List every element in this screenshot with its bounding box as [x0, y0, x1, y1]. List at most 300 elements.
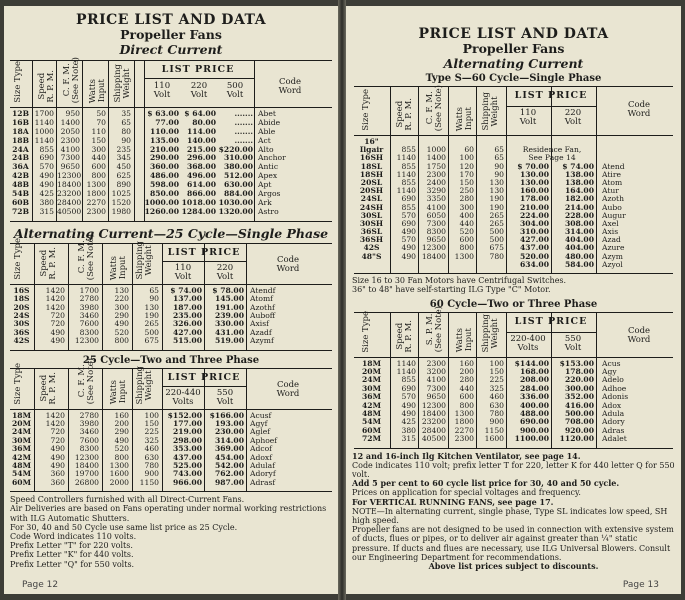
table-cell: 855 [39, 144, 54, 154]
table-cell: 2400 [426, 177, 446, 187]
table-cell: 290 [114, 427, 129, 437]
table-cell: 490 [401, 227, 416, 237]
table-cell: 400 [459, 210, 474, 220]
table-cell: Augur [602, 210, 626, 220]
table-cell: 404.00 [564, 235, 594, 245]
table-cell: Apt [258, 180, 272, 190]
left-page-title: PRICE LIST AND DATA [75, 12, 267, 28]
table-cell: 214.00 [564, 202, 594, 212]
table-cell: 520.00 [519, 251, 549, 261]
table-cell: 7300 [60, 153, 80, 163]
table-cell: 120 [459, 161, 474, 171]
table-cell: 9650 [426, 235, 446, 245]
table-cell: 265 [489, 210, 504, 220]
table-cell: 48B [12, 180, 29, 190]
table-cell: 138.00 [564, 169, 594, 179]
table-cell: 336.00 [519, 392, 549, 402]
col-header: Code Word [627, 325, 651, 345]
table-cell: Aglef [250, 427, 271, 437]
table-cell: 490 [401, 243, 416, 253]
col-header: C. F. M. (See Note) [77, 358, 96, 405]
table-cell: 490 [114, 435, 129, 445]
table-cell: 30M [362, 383, 381, 393]
col-header: Speed R. P. M. [395, 98, 414, 131]
table-cell: 360 [50, 469, 65, 479]
col-header: 220 Volt [190, 81, 208, 100]
table-cell: 290 [114, 310, 129, 320]
table-cell: 1284.00 [181, 206, 216, 216]
table-cell: 70 [96, 117, 106, 127]
note-line: NOTE—In alternating current, single phase, Type SL indicates low speed, SH high speed. [352, 506, 668, 526]
table-cell: 3460 [79, 310, 99, 320]
table-cell: Azym [602, 251, 623, 261]
table-cell: 855 [401, 145, 416, 155]
table-cell: 800 [459, 400, 474, 410]
table-cell: 600 [459, 392, 474, 402]
table-cell: 18A [12, 126, 29, 136]
table-cell: 42S [363, 243, 380, 253]
col-header: Size Type [361, 310, 371, 353]
table-cell: 1420 [45, 285, 65, 295]
table-cell: Adula [602, 408, 625, 418]
table-cell: 314.00 [564, 227, 594, 237]
table-cell: 440 [459, 383, 474, 393]
book-gutter [338, 0, 346, 600]
table-cell: 23200 [421, 417, 446, 427]
table-cell: 1140 [34, 117, 54, 127]
ac60-three-table [354, 306, 673, 449]
table-cell: 150 [489, 366, 504, 376]
table-cell: 298.00 [172, 435, 202, 445]
note-line: For VERTICAL RUNNING FANS, see page 17. [352, 496, 554, 507]
table-cell: 900 [489, 417, 504, 427]
ac60-three-heading: 60 Cycle—Two or Three Phase [429, 298, 598, 310]
table-cell: 60M [362, 425, 381, 435]
table-cell: 1700 [79, 285, 99, 295]
note-line: Add 5 per cent to 60 cycle list price for 30, 40 and 50 cycle. [352, 478, 620, 489]
col-header: Watts Input [109, 255, 128, 280]
table-cell: 90 [494, 161, 504, 171]
table-cell: 1018.00 [181, 197, 216, 207]
table-cell: 360 [50, 477, 65, 487]
table-cell: 42M [12, 452, 31, 462]
table-cell: Acus [602, 358, 621, 368]
table-cell: Atom [602, 177, 623, 187]
table-cell: 80 [121, 126, 131, 136]
table-cell: 2300 [426, 358, 446, 368]
note-line: Speed Controllers furnished with all Direct-Current Fans. [10, 495, 245, 505]
table-cell: 2000 [109, 477, 129, 487]
table-cell: 884.00 [223, 189, 253, 199]
col-header: Watts Input [88, 78, 107, 103]
table-cell: 2300 [454, 434, 474, 444]
table-cell: 9650 [60, 162, 80, 172]
table-cell: Astro [258, 206, 279, 216]
table-cell: 36M [12, 444, 31, 454]
table-cell: 1320.00 [218, 206, 253, 216]
table-cell: 525.00 [172, 460, 202, 470]
table-cell: 12300 [74, 452, 99, 462]
table-cell: 160.00 [519, 186, 549, 196]
table-cell: 800 [459, 243, 474, 253]
table-cell: 2300 [60, 135, 80, 145]
table-cell: 486.00 [149, 171, 179, 181]
note-line: 12 and 16-inch Ilg Kitchen Ventilator, see page 14. [352, 450, 581, 461]
table-cell: 224.00 [519, 210, 549, 220]
table-cell: 9650 [426, 392, 446, 402]
table-cell: ....... [234, 117, 253, 127]
table-cell: 8300 [79, 327, 99, 337]
table-cell: 584.00 [564, 259, 594, 269]
table-cell: 18B [12, 135, 29, 145]
table-cell: 2050 [60, 126, 80, 136]
table-cell: Adcof [250, 444, 272, 454]
col-header: Speed R. P. M. [39, 247, 58, 280]
table-cell: 500 [489, 235, 504, 245]
table-row [10, 479, 332, 487]
table-cell: ....... [234, 126, 253, 136]
table-cell: 19700 [74, 469, 99, 479]
table-cell: 3200 [426, 366, 446, 376]
list-price-header: LIST PRICE [167, 246, 241, 258]
table-cell: See Page 14 [528, 153, 576, 163]
col-header: Shipping Weight [135, 241, 154, 280]
table-cell: 437.00 [172, 452, 202, 462]
right-page [346, 6, 681, 594]
table-cell: 40500 [421, 434, 446, 444]
col-header: 550 Volt [564, 333, 582, 353]
left-notes [10, 495, 332, 569]
table-cell: 28400 [421, 425, 446, 435]
table-cell: 138.00 [564, 177, 594, 187]
ac25-three-heading: 25 Cycle—Two and Three Phase [82, 354, 260, 366]
table-cell: 490 [50, 452, 65, 462]
table-cell: 60B [12, 197, 29, 207]
table-cell: 598.00 [149, 180, 179, 190]
list-price-header: LIST PRICE [514, 90, 588, 101]
table-cell: 3980 [79, 418, 99, 428]
col-header: Shipping Weight [135, 366, 154, 405]
table-cell: 182.00 [564, 194, 594, 204]
table-cell: 18M [12, 410, 31, 420]
table-cell: 1300 [454, 408, 474, 418]
table-cell: 30M [12, 435, 31, 445]
table-cell: 20SH [359, 186, 384, 196]
table-cell: 600 [459, 235, 474, 245]
table-cell: 24SH [359, 202, 384, 212]
note-line: Air Deliveries are based on Fans operating under normal working restrictions with ILG Automatic Shutters. [10, 504, 327, 523]
table-cell: 210.00 [519, 202, 549, 212]
table-cell: 220 [114, 294, 129, 304]
table-body [354, 358, 673, 448]
table-cell: 90 [121, 135, 131, 145]
table-cell: 190 [144, 310, 159, 320]
right-page-title: PRICE LIST AND DATA [418, 26, 609, 42]
table-cell: 164.00 [564, 186, 594, 196]
table-cell: 210.00 [149, 144, 179, 154]
right-page-subtitle: Propeller Fans [462, 41, 565, 56]
table-cell: 490 [50, 460, 65, 470]
note-line: Size 16 to 30 Fan Motors have Centrifugal Switches. [352, 276, 567, 286]
table-cell: 512.00 [223, 171, 253, 181]
note-line: Prefix Letter "T" for 220 volts. [10, 541, 133, 551]
table-cell: 1140 [396, 169, 416, 179]
table-cell: 65 [494, 153, 504, 163]
table-cell: 40500 [57, 206, 82, 216]
table-cell: 450 [116, 162, 131, 172]
table-cell: 720 [50, 435, 65, 445]
table-body [10, 285, 332, 350]
col-header: 110 Volt [153, 81, 171, 100]
table-cell: 8300 [426, 227, 446, 237]
table-cell: 404.00 [564, 243, 594, 253]
table-cell: 1150 [484, 425, 504, 435]
table-cell: 1140 [396, 153, 416, 163]
table-header [354, 84, 673, 136]
table-cell: 4100 [426, 375, 446, 385]
table-cell: 42M [362, 400, 381, 410]
table-cell: 90 [494, 169, 504, 179]
table-cell: 708.00 [564, 417, 594, 427]
table-cell: 427.00 [172, 327, 202, 337]
table-cell: 80.00 [192, 117, 216, 127]
table-cell: 855 [401, 202, 416, 212]
table-cell: 284.00 [519, 383, 549, 393]
table-cell: 800 [91, 171, 106, 181]
col-header: 500 Volt [226, 81, 244, 100]
table-cell: 1120.00 [559, 434, 594, 444]
table-cell: 200 [114, 418, 129, 428]
table-cell: 100 [489, 358, 504, 368]
table-cell: 480.00 [564, 251, 594, 261]
col-header: Size Type [13, 238, 23, 280]
col-header: C. F. M. (See Note) [425, 84, 444, 131]
table-cell: 220.00 [564, 375, 594, 385]
table-cell: 2270 [454, 425, 474, 435]
table-cell: 30SL [360, 210, 383, 220]
table-cell: 427.00 [519, 235, 549, 245]
table-cell: ....... [234, 135, 253, 145]
table-cell: 630 [144, 452, 159, 462]
table-cell: 12300 [74, 336, 99, 346]
table-cell: 500 [144, 327, 159, 337]
table-cell: 1030.00 [218, 197, 253, 207]
table-cell: Axisf [250, 319, 269, 329]
table-cell: 490 [114, 319, 129, 329]
table-cell: Adalet [602, 434, 627, 444]
table-cell: 219.00 [172, 427, 202, 437]
table-cell: 3460 [79, 427, 99, 437]
table-cell: 36SL [360, 227, 383, 237]
table-cell: 145.00 [214, 294, 244, 304]
table-cell: Adras [602, 425, 625, 435]
list-price-header: LIST PRICE [167, 371, 241, 383]
table-cell: 866.00 [186, 189, 216, 199]
table-cell: Abet [258, 109, 276, 118]
table-cell: 1750 [426, 161, 446, 171]
table-cell: 1300 [86, 180, 106, 190]
table-cell: 1520 [111, 197, 131, 207]
table-cell: 16SH [359, 153, 384, 163]
col-header: Speed R. P. M. [395, 319, 414, 353]
table-cell: 265 [489, 218, 504, 228]
ac60-single-table [354, 86, 673, 274]
table-cell: Residence Fan, [522, 145, 582, 155]
col-header: Size Type [13, 362, 23, 405]
table-cell: 720 [50, 310, 65, 320]
table-cell: 100 [459, 153, 474, 163]
table-cell: 675 [489, 243, 504, 253]
table-body [10, 108, 332, 221]
table-cell: Act [258, 135, 271, 145]
table-cell: 54M [12, 469, 31, 479]
table-cell: 18400 [421, 408, 446, 418]
table-cell: 625 [116, 171, 131, 181]
table-cell: 690 [401, 218, 416, 228]
table-cell: 570 [39, 162, 54, 172]
table-cell: 114.00 [186, 126, 216, 136]
table-cell: 110 [91, 126, 106, 136]
table-cell: Atur [602, 186, 619, 196]
page-number-left: Page 12 [22, 580, 59, 590]
table-cell: 542.00 [214, 460, 244, 470]
table-cell: 570 [401, 210, 416, 220]
table-cell: Adelo [602, 375, 624, 385]
table-cell: 1140 [396, 186, 416, 196]
table-cell: 314.00 [214, 435, 244, 445]
table-cell: 500 [489, 227, 504, 237]
table-cell: Antic [258, 162, 279, 172]
right-notes [352, 452, 675, 572]
table-cell: 460 [144, 444, 159, 454]
note-line: Prefix Letter "Q" for 550 volts. [10, 559, 135, 569]
table-cell: 950 [65, 109, 80, 118]
direct-current-heading: Direct Current [119, 42, 223, 57]
table-cell: 178.00 [564, 366, 594, 376]
table-cell: 18400 [57, 180, 82, 190]
table-cell: Axis [602, 227, 619, 237]
table-cell: 850.00 [149, 189, 179, 199]
table-cell: 855 [401, 375, 416, 385]
table-cell: 235 [116, 144, 131, 154]
table-cell: 304.00 [519, 218, 549, 228]
table-cell: 130.00 [519, 169, 549, 179]
table-cell: $ 74.00 [562, 161, 594, 171]
table-cell: 65 [494, 145, 504, 155]
table-cell: 24M [12, 427, 31, 437]
col-header: C. F. M. (See Note) [77, 233, 96, 280]
table-cell: 425 [401, 417, 416, 427]
table-cell: 1420 [45, 418, 65, 428]
table-cell: 490 [39, 171, 54, 181]
alternating-current-heading: Alternating Current [443, 56, 584, 71]
table-cell: 1140 [396, 366, 416, 376]
table-cell: 265 [144, 319, 159, 329]
table-cell: Alto [258, 144, 274, 154]
table-cell: Azure [602, 243, 625, 253]
table-cell: 90 [149, 294, 159, 304]
col-header: Speed R. P. M. [39, 371, 58, 405]
table-cell: 520 [114, 327, 129, 337]
table-cell: Axel [602, 218, 619, 228]
table-cell: $ 63.00 [147, 109, 179, 118]
table-cell: 26800 [74, 477, 99, 487]
table-cell: 416.00 [564, 400, 594, 410]
table-cell: 325 [489, 383, 504, 393]
table-cell: Acusf [250, 410, 272, 420]
table-cell: 762.00 [214, 469, 244, 479]
table-cell: 890 [116, 180, 131, 190]
table-cell: 187.00 [172, 302, 202, 312]
table-cell: 239.00 [214, 310, 244, 320]
table-cell: Agy [602, 366, 617, 376]
table-cell: 77.00 [155, 117, 179, 127]
table-cell: 600 [91, 162, 106, 172]
table-cell: 230.00 [214, 427, 244, 437]
table-cell: 490 [50, 444, 65, 454]
table-cell: 720 [50, 427, 65, 437]
alternating-25-heading: Alternating Current—25 Cycle—Single Phase [13, 225, 329, 241]
table-cell: 380 [401, 425, 416, 435]
table-cell: 454.00 [214, 452, 244, 462]
table-cell: 496.00 [186, 171, 216, 181]
table-cell: Argos [258, 189, 281, 199]
table-cell: 490 [401, 251, 416, 261]
note-line: For 30, 40 and 50 Cycle use same list price as 25 Cycle. [10, 522, 238, 532]
table-cell: Adrasf [250, 477, 276, 487]
table-cell: 1600 [109, 469, 129, 479]
table-cell: 150 [91, 135, 106, 145]
table-cell: 48M [362, 408, 381, 418]
table-cell: 570 [401, 235, 416, 245]
table-cell: 345 [116, 153, 131, 163]
table-cell: 12300 [421, 400, 446, 410]
table-cell: 20S [13, 302, 30, 312]
table-cell: 800 [114, 452, 129, 462]
table-cell: 20SL [360, 177, 383, 187]
table-cell: Adory [602, 417, 625, 427]
table-body [354, 136, 673, 273]
table-row [354, 435, 673, 443]
table-cell: 1260.00 [144, 206, 179, 216]
table-cell: $ 74.00 [170, 285, 202, 295]
table-cell: 225 [489, 375, 504, 385]
table-cell: 440 [91, 153, 106, 163]
table-cell: 137.00 [172, 294, 202, 304]
table-cell: 780 [144, 460, 159, 470]
table-cell: 18S [13, 294, 30, 304]
table-cell: 30S [13, 319, 30, 329]
table-cell: 12300 [57, 171, 82, 181]
table-cell: 1140 [34, 135, 54, 145]
table-cell: 18M [362, 358, 381, 368]
col-header: 110 Volt [519, 108, 537, 127]
table-cell: 519.00 [214, 336, 244, 346]
table-cell: 987.00 [214, 477, 244, 487]
table-cell: 614.00 [186, 180, 216, 190]
table-cell: 208.00 [519, 375, 549, 385]
col-header: Shipping Weight [113, 64, 132, 103]
table-header [10, 56, 332, 108]
table-cell: $ 64.00 [184, 109, 216, 118]
table-cell: 300 [91, 144, 106, 154]
note-line: 36" to 48" have self-starting ILG Type "C" Motor. [352, 285, 551, 295]
table-cell: 100 [144, 410, 159, 420]
table-cell: 1600 [484, 434, 504, 444]
table-cell: 1025 [111, 189, 131, 199]
table-body [10, 410, 332, 492]
table-cell: 630 [489, 400, 504, 410]
